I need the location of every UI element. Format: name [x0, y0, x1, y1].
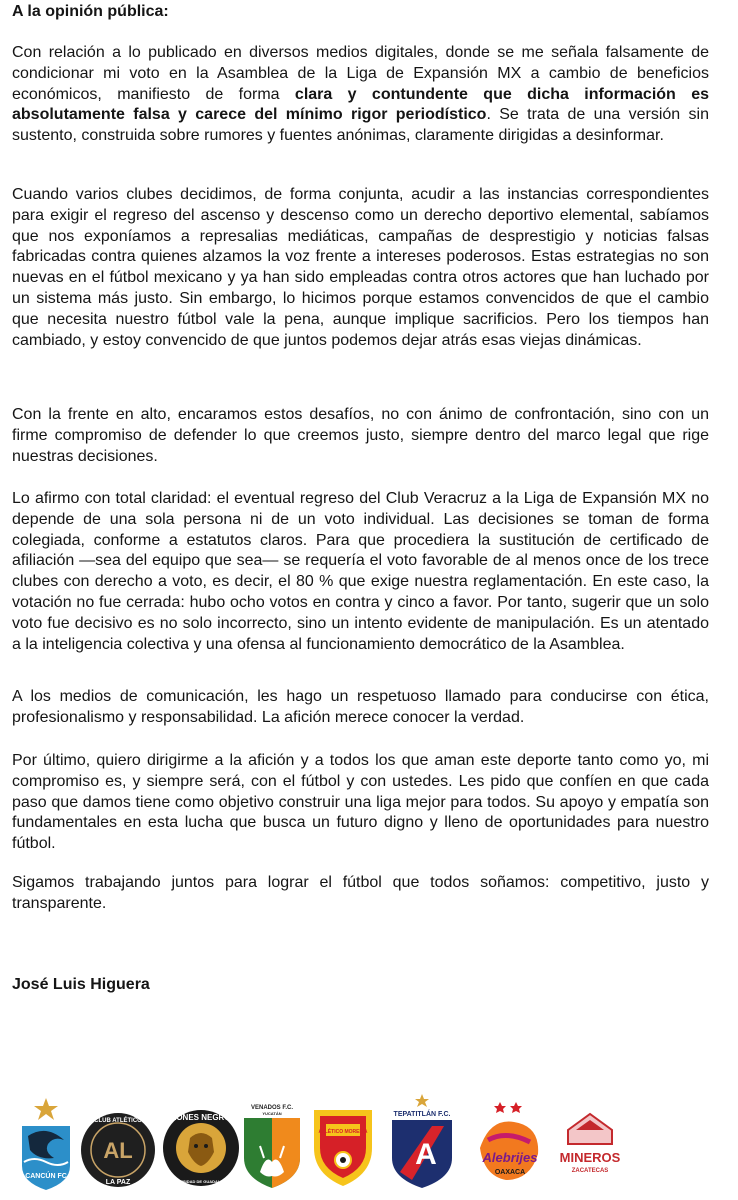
mineros-zacatecas-logo	[554, 1108, 626, 1188]
la-paz-logo	[80, 1112, 156, 1188]
tepatitlan-fc-logo	[386, 1094, 458, 1190]
cancun-fc-logo	[14, 1096, 78, 1192]
atletico-morelia-logo	[308, 1104, 378, 1188]
tepatitlan-fc-monogram: A	[415, 1138, 437, 1171]
alebrijes-oaxaca-logo	[470, 1100, 550, 1188]
leones-negros-logo	[162, 1108, 240, 1188]
paragraph-2: Cuando varios clubes decidimos, de forma conjunta, acudir a las instancias correspondientes para exigir el regreso del ascenso y descenso como un derecho deportivo elemental, sabíamos que nos exponíamos a represalias mediáticas, campañas de desprestigio y noticias falsas fabricadas contra quienes alzamos la voz frente a intereses poderosos. Estas estrategias no son nuevas en el fútbol mexicano y ya han sido empleadas contra otros actores que han luchado por un sistema más justo. Sin embargo, lo hicimos porque estamos convencidos de que el cambio que necesita nuestro fútbol vale la pena, aunque implique sacrificios. Pero los tiempos han cambiado, y estoy convencido de que juntos podemos dejar atrás esas viejas dinámicas.	[12, 186, 709, 349]
paragraph-1-text: Con relación a lo publicado en diversos medios digitales, donde se me señala falsamente de condicionar mi voto en la Asamblea de la Liga de Expansión MX a cambio de beneficios económicos, manifiesto de forma	[12, 44, 709, 103]
statement-heading: A la opinión pública:	[12, 3, 169, 20]
paragraph-1-bold: clara y contundente que dicha información es absolutamente falsa y carece del mínimo rigor periodístico	[12, 85, 709, 124]
tepatitlan-fc-logo-text: TEPATITLÁN F.C.	[393, 1111, 451, 1118]
leones-negros-ring-bottom: UNIVERSIDAD DE GUADALAJARA	[167, 1179, 235, 1184]
paragraph-1	[12, 43, 709, 147]
paragraph-1-end: . Se trata de una versión sin sustento, construida sobre rumores y fuentes anónimas, claramente dirigidas a desinformar.	[12, 106, 709, 145]
club-logos-row	[8, 1090, 730, 1200]
la-paz-bottom-text: LA PAZ	[105, 1179, 131, 1186]
paragraph-4: Lo afirmo con total claridad: el eventual regreso del Club Veracruz a la Liga de Expansión MX no depende de una sola persona ni de un voto individual. Las decisiones se toman de forma colegiada, conforme a estatutos claros. Para que procediera la sustitución de certificado de afiliación —sea del equipo que sea— se requería el voto favorable de al menos once de los trece clubes con derecho a voto, es decir, el 80 % que exige nuestra reglamentación. En este caso, la votación no fue cerrada: hubo ocho votos en contra y cinco a favor. Por tanto, sugerir que un solo voto fue decisivo es no solo incorrecto, sino un intento evidente de manipulación. Es un atentado a la inteligencia colectiva y una ofensa al funcionamiento democrático de la Asamblea.	[12, 490, 709, 653]
paragraph-5: A los medios de comunicación, les hago un respetuoso llamado para conducirse con ética, profesionalismo y responsabilidad. La afición merece conocer la verdad.	[12, 688, 709, 726]
paragraph-7: Sigamos trabajando juntos para lograr el fútbol que todos soñamos: competitivo, justo y transparente.	[12, 874, 709, 912]
leones-negros-ring-top: LEONES NEGROS	[166, 1113, 236, 1122]
atletico-morelia-logo-text: ATLÉTICO MORELIA	[318, 1129, 368, 1135]
signature: José Luis Higuera	[12, 976, 150, 993]
venados-fc-logo-sub: YUCATÁN	[262, 1111, 282, 1116]
venados-fc-logo-text: VENADOS F.C.	[250, 1105, 294, 1111]
mineros-logo-text: MINEROS	[559, 1150, 621, 1165]
la-paz-ring-text: CLUB ATLÉTICO	[94, 1118, 142, 1124]
paragraph-3: Con la frente en alto, encaramos estos desafíos, no con ánimo de confrontación, sino con un firme compromiso de defender lo que creemos justo, siempre dentro del marco legal que rige nuestras decisiones.	[12, 406, 709, 465]
venados-fc-logo	[240, 1102, 304, 1190]
alebrijes-logo-text: Alebrijes	[482, 1150, 538, 1165]
alebrijes-logo-sub: OAXACA	[494, 1169, 526, 1176]
mineros-logo-sub: ZACATECAS	[571, 1168, 609, 1174]
la-paz-monogram: AL	[103, 1138, 133, 1163]
cancun-fc-logo-text: CANCÚN FC	[25, 1173, 67, 1180]
paragraph-6: Por último, quiero dirigirme a la afición y a todos los que aman este deporte tanto como yo, mi compromiso es, y siempre será, con el fútbol y con ustedes. Les pido que confíen en que cada paso que damos tiene como objetivo construir una liga mejor para todos. Su apoyo y empatía son fundamentales en esta lucha que busca un futuro digno y lleno de oportunidades para nuestro fútbol.	[12, 752, 709, 853]
